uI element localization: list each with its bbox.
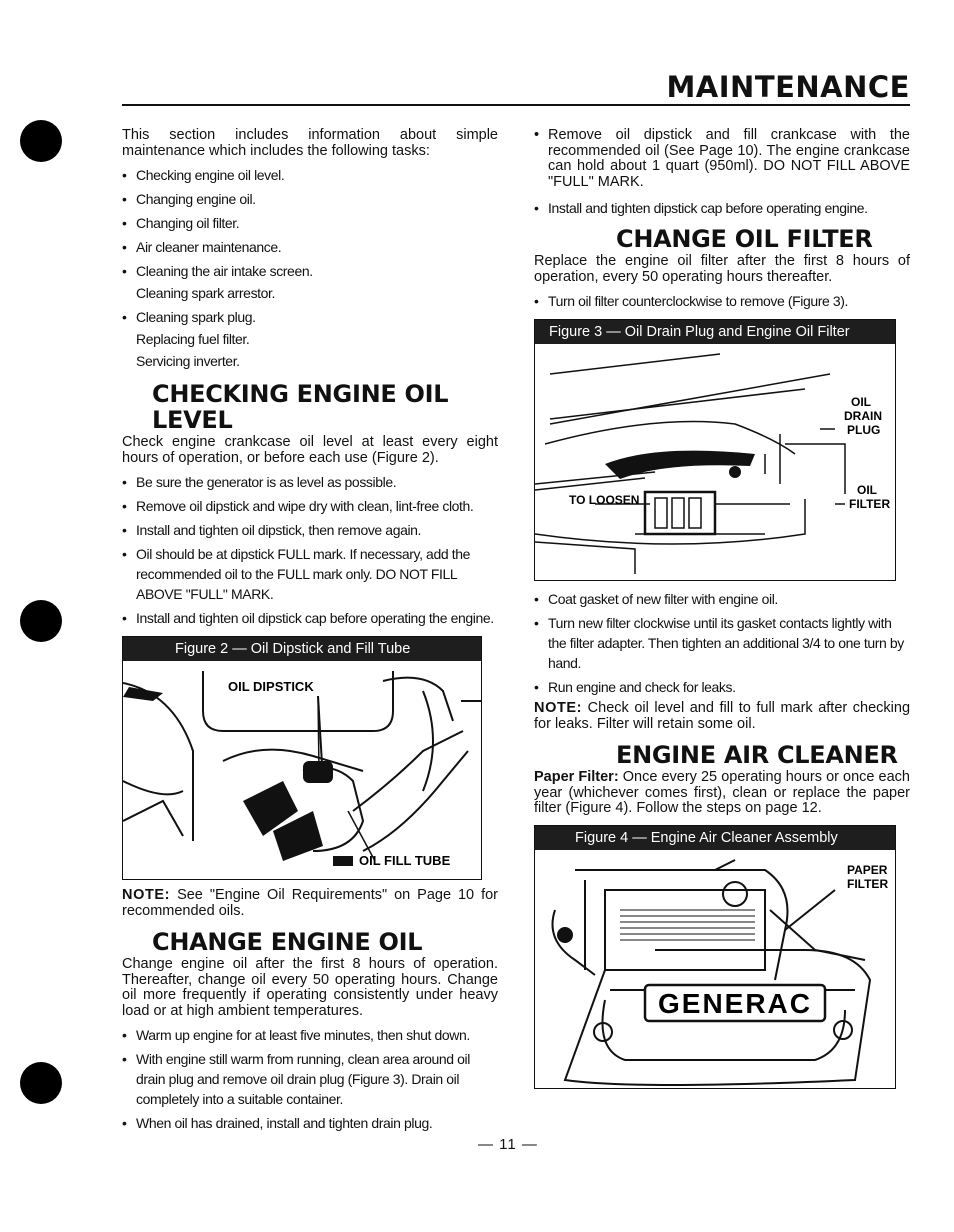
- figure-3-caption: Figure 3 — Oil Drain Plug and Engine Oil Filter: [535, 320, 895, 344]
- label-oil-filter-2: FILTER: [849, 497, 891, 511]
- new-filter-steps: [534, 589, 910, 697]
- step-item: • Install and tighten dipstick cap before operating engine.: [534, 198, 910, 218]
- title-rule: [122, 104, 910, 106]
- checking-oil-heading: CHECKING ENGINE OIL LEVEL: [152, 380, 449, 434]
- step-item: [534, 128, 910, 190]
- step-item: • Turn new filter clockwise until its gasket contacts lightly with the filter adapter. Then tighten an additional 3/4 to one turn by hand.: [534, 613, 910, 673]
- label-filter: FILTER: [847, 876, 889, 891]
- air-cleaner-illustration: [535, 850, 895, 1088]
- step-item: • Remove oil dipstick and wipe dry with clean, lint-free cloth.: [122, 496, 498, 516]
- figure-2-dipstick: [122, 636, 482, 880]
- label-paper: PAPER: [847, 862, 888, 877]
- task-item: Cleaning spark arrestor.: [136, 285, 276, 301]
- figure-2-caption: Figure 2 — Oil Dipstick and Fill Tube: [123, 637, 481, 661]
- filter-steps: [534, 291, 910, 311]
- binder-hole-top: [20, 120, 62, 162]
- label-oil-dipstick: OIL DIPSTICK: [228, 679, 314, 694]
- task-item: Replacing fuel filter.: [136, 331, 250, 347]
- label-oil-drain-2: DRAIN: [844, 409, 882, 423]
- page-number: — 11 —: [478, 1136, 538, 1153]
- intro-paragraph: This section includes information about simple maintenance which includes the following tasks:: [122, 127, 498, 159]
- checking-oil-text: Check engine crankcase oil level at least every eight hours of operation, or before each use (Figure 2).: [122, 434, 498, 466]
- step-item: • Install and tighten oil dipstick, then remove again.: [122, 520, 498, 540]
- figure-4-air-cleaner: [534, 825, 896, 1089]
- note-text: Check oil level and fill to full mark after checking for leaks. Filter will retain some oil.: [534, 700, 911, 732]
- change-oil-heading: CHANGE ENGINE OIL: [152, 928, 423, 956]
- change-oil-steps: [122, 1025, 498, 1133]
- binder-hole-bottom: [20, 1062, 62, 1104]
- page-title: MAINTENANCE: [666, 70, 910, 104]
- checking-oil-steps: [122, 472, 498, 628]
- task-list: [122, 165, 498, 371]
- step-item: • Be sure the generator is as level as possible.: [122, 472, 498, 492]
- paper-filter-text: [534, 770, 910, 817]
- step-item: • Turn oil filter counterclockwise to remove (Figure 3).: [534, 291, 910, 311]
- oil-filter-illustration: [535, 344, 895, 580]
- right-column: [534, 128, 910, 1097]
- task-item: Servicing inverter.: [136, 353, 240, 369]
- note-label: NOTE:: [122, 887, 171, 903]
- label-oil-fill-tube: OIL FILL TUBE: [359, 853, 451, 868]
- figure-4-caption: Figure 4 — Engine Air Cleaner Assembly: [535, 826, 895, 850]
- paper-filter-label: Paper Filter:: [534, 769, 619, 785]
- change-oil-filter-text: Replace the engine oil filter after the first 8 hours of operation, every 50 operating hours thereafter.: [534, 253, 910, 285]
- note-label: NOTE:: [534, 700, 583, 716]
- note-text: See "Engine Oil Requirements" on Page 10 for recommended oils.: [122, 887, 498, 919]
- task-item: • Changing oil filter.: [122, 213, 498, 233]
- task-item: • Checking engine oil level.: [122, 165, 498, 185]
- label-oil-drain-3: PLUG: [847, 423, 881, 437]
- figure-3-drain-filter: [534, 319, 896, 581]
- note-recommended-oils: [122, 888, 498, 919]
- task-item: • Air cleaner maintenance.: [122, 237, 498, 257]
- note-check-oil: [534, 701, 910, 732]
- label-oil-filter-1: OIL: [857, 483, 877, 497]
- step-item: • Install and tighten oil dipstick cap before operating the engine.: [122, 608, 498, 628]
- step-item: • Run engine and check for leaks.: [534, 677, 910, 697]
- brand-logo: GENERAC: [657, 987, 813, 1019]
- step-item: • Warm up engine for at least five minutes, then shut down.: [122, 1025, 498, 1045]
- step-item: • Coat gasket of new filter with engine oil.: [534, 589, 910, 609]
- paper-filter-body: Once every 25 operating hours or once each year (whichever comes first), clean or replace the paper filter (Figure 4). Follow the steps on page 12.: [534, 769, 910, 816]
- step-item-text: Remove oil dipstick and fill crankcase with the recommended oil (See Page 10). The engine crankcase can hold about 1 quart (950ml). DO NOT FILL ABOVE "FULL" MARK.: [548, 127, 910, 190]
- label-to-loosen: TO LOOSEN: [569, 493, 640, 507]
- change-oil-filter-heading: CHANGE OIL FILTER: [616, 225, 873, 253]
- label-oil-drain-1: OIL: [851, 395, 871, 409]
- change-oil-text: Change engine oil after the first 8 hours of operation. Thereafter, change oil every 50 operating hours. Change oil more frequently if operating consistently under heavy load or at high ambient temperatures.: [122, 956, 498, 1019]
- left-column: [122, 128, 498, 1137]
- step-item: • When oil has drained, install and tighten drain plug.: [122, 1113, 498, 1133]
- fill-steps: [534, 128, 910, 218]
- dipstick-illustration: [123, 661, 481, 879]
- binder-hole-middle: [20, 600, 62, 642]
- task-item: • Cleaning the air intake screen.: [122, 261, 498, 281]
- engine-air-cleaner-heading: ENGINE AIR CLEANER: [616, 741, 898, 769]
- step-item: • With engine still warm from running, clean area around oil drain plug and remove oil drain plug (Figure 3). Drain oil completely into a suitable container.: [122, 1049, 498, 1109]
- task-item: • Changing engine oil.: [122, 189, 498, 209]
- step-item: • Oil should be at dipstick FULL mark. If necessary, add the recommended oil to the FULL mark only. DO NOT FILL ABOVE "FULL" MARK.: [122, 544, 498, 604]
- task-item: • Cleaning spark plug.: [122, 307, 498, 327]
